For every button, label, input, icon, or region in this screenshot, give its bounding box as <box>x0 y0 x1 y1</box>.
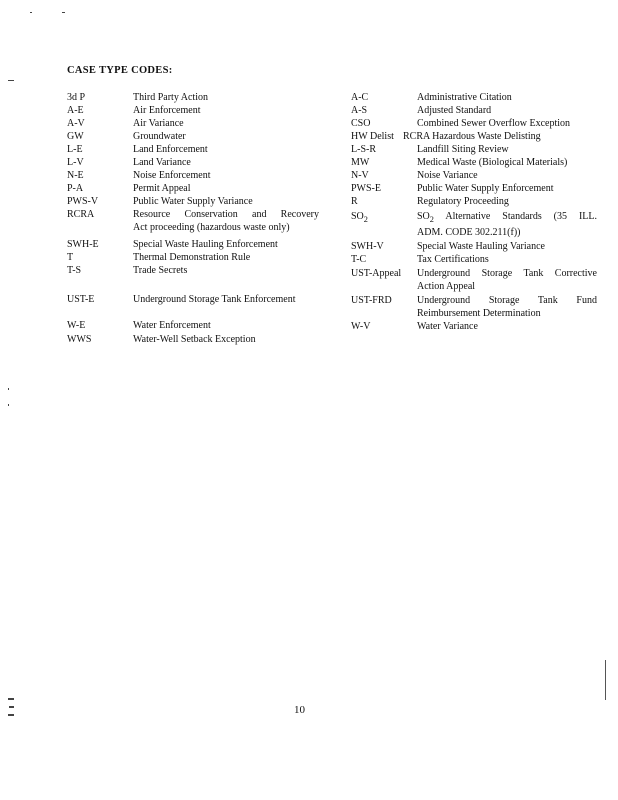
case-description: Noise Variance <box>417 170 478 181</box>
case-description-line-1: Resource Conservation and Recovery <box>133 209 319 220</box>
case-description-line-2: Action Appeal <box>417 281 476 292</box>
scan-speck <box>62 12 65 13</box>
case-description-line-2: Reimbursement Determination <box>417 308 541 319</box>
case-code: PWS-E <box>351 183 381 194</box>
case-description: Public Water Supply Enforcement <box>417 183 554 194</box>
case-code <box>351 211 368 227</box>
scan-speck <box>30 12 32 13</box>
case-description: Landfill Siting Review <box>417 144 509 155</box>
case-description: Adjusted Standard <box>417 105 492 116</box>
case-code: A-C <box>351 92 369 103</box>
case-description: Water Variance <box>417 321 478 332</box>
case-code: W-V <box>351 321 371 332</box>
desc-prefix: SO <box>417 211 430 222</box>
case-code: A-V <box>67 118 85 129</box>
case-code: HW Delist <box>351 131 394 142</box>
case-description: Medical Waste (Biological Materials) <box>417 157 568 168</box>
case-description: Water Enforcement <box>133 320 211 331</box>
margin-mark <box>605 660 606 700</box>
case-code: L-E <box>67 144 83 155</box>
case-code: N-E <box>67 170 84 181</box>
case-description: Groundwater <box>133 131 186 142</box>
case-code: PWS-V <box>67 196 99 207</box>
desc-text: Alternative Standards (35 ILL. <box>433 211 597 222</box>
case-description: Trade Secrets <box>133 265 188 276</box>
case-description-line-1: Underground Storage Tank Corrective <box>417 268 597 279</box>
case-code: WWS <box>67 334 92 345</box>
case-code: A-E <box>67 105 84 116</box>
page-number: 10 <box>294 704 305 716</box>
case-description: Noise Enforcement <box>133 170 211 181</box>
case-description: Tax Certifications <box>417 254 489 265</box>
case-code-subscript: 2 <box>363 215 368 224</box>
case-description: Regulatory Proceeding <box>417 196 509 207</box>
case-code: T-S <box>67 265 82 276</box>
case-code: P-A <box>67 183 84 194</box>
case-code: R <box>351 196 358 207</box>
desc-subscript: 2 <box>429 215 434 224</box>
case-description: Third Party Action <box>133 92 208 103</box>
case-code: GW <box>67 131 84 142</box>
case-description: Land Variance <box>133 157 191 168</box>
case-code: UST-E <box>67 294 95 305</box>
case-description: Special Waste Hauling Enforcement <box>133 239 278 250</box>
scan-speck <box>9 706 14 708</box>
case-description: RCRA Hazardous Waste Delisting <box>403 131 541 142</box>
case-code: T <box>67 252 74 263</box>
scan-speck <box>8 698 14 700</box>
case-description: Water-Well Setback Exception <box>133 334 256 345</box>
case-code: A-S <box>351 105 368 116</box>
case-description: Land Enforcement <box>133 144 208 155</box>
case-description: Permit Appeal <box>133 183 191 194</box>
case-code: W-E <box>67 320 86 331</box>
case-description: Administrative Citation <box>417 92 512 103</box>
heading: CASE TYPE CODES: <box>67 65 173 76</box>
case-description-line-1 <box>417 211 597 227</box>
case-code: SWH-V <box>351 241 384 252</box>
case-description: Combined Sewer Overflow Exception <box>417 118 571 129</box>
case-description: Special Waste Hauling Variance <box>417 241 545 252</box>
case-code: SWH-E <box>67 239 99 250</box>
case-code-text: SO <box>351 211 364 222</box>
scan-speck <box>8 714 14 716</box>
case-code: L-V <box>67 157 84 168</box>
case-description: Air Variance <box>133 118 184 129</box>
case-code: 3d P <box>67 92 86 103</box>
case-code: CSO <box>351 118 371 129</box>
scan-speck <box>8 404 9 406</box>
case-description: Public Water Supply Variance <box>133 196 253 207</box>
case-code: MW <box>351 157 370 168</box>
case-description-line-2: ADM. CODE 302.211(f)) <box>417 227 521 238</box>
case-description: Air Enforcement <box>133 105 201 116</box>
case-code: UST-FRD <box>351 295 392 306</box>
case-description-line-1: Underground Storage Tank Fund <box>417 295 597 306</box>
scan-speck <box>8 80 14 81</box>
case-code: T-C <box>351 254 367 265</box>
case-code: RCRA <box>67 209 95 220</box>
case-description: Thermal Demonstration Rule <box>133 252 251 263</box>
case-description-line-2: Act proceeding (hazardous waste only) <box>133 222 290 233</box>
case-code: N-V <box>351 170 369 181</box>
case-code: L-S-R <box>351 144 376 155</box>
case-code: UST-Appeal <box>351 268 402 279</box>
case-description: Underground Storage Tank Enforcement <box>133 294 296 305</box>
scan-speck <box>8 388 9 390</box>
